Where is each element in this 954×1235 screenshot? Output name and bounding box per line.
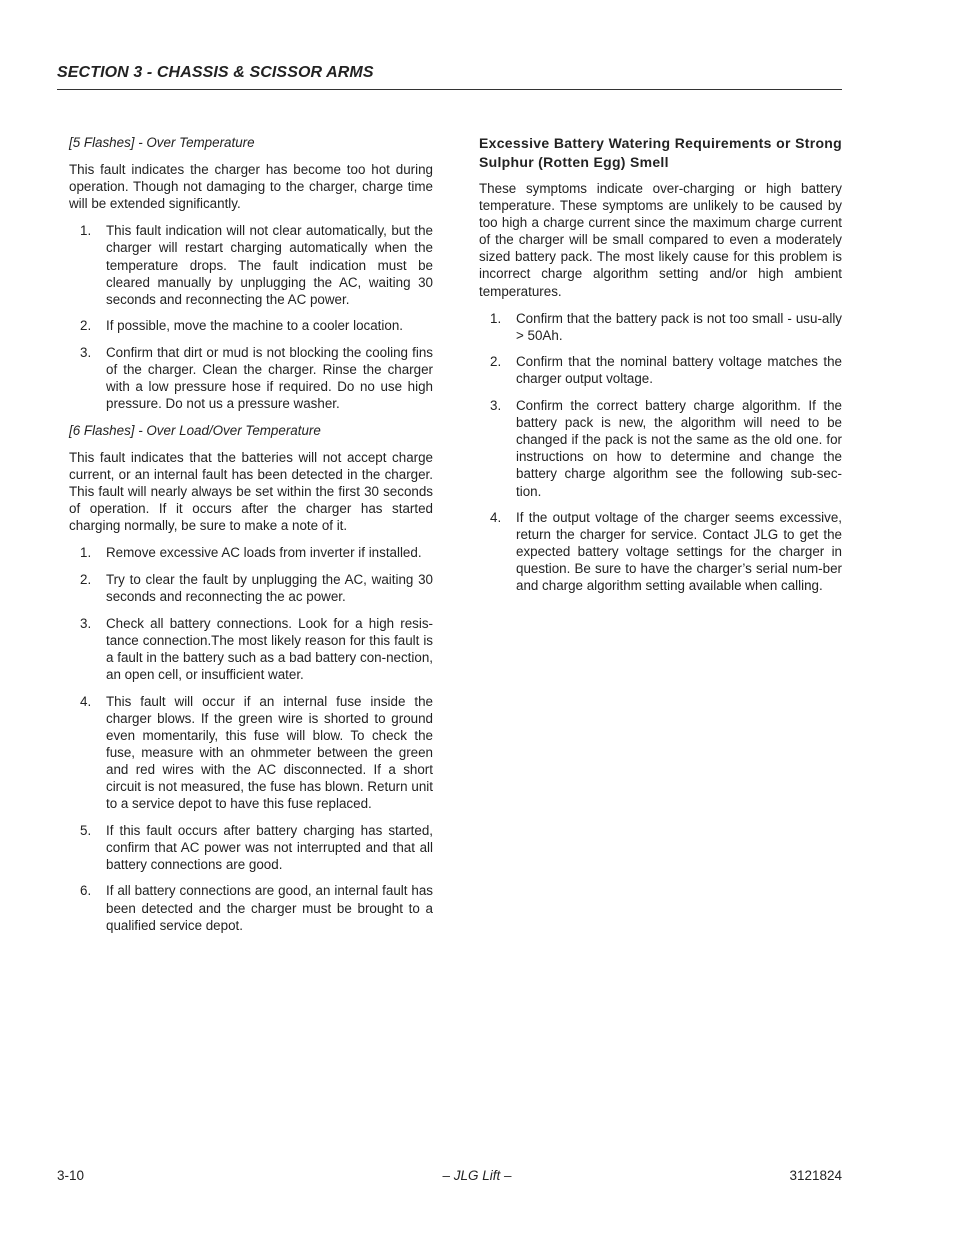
list-item [69, 822, 433, 873]
subheading-5-flashes: [5 Flashes] - Over Temperature [69, 135, 255, 150]
list-number: 5. [80, 822, 92, 838]
list-item [479, 353, 842, 387]
list-item [69, 571, 433, 605]
list-over-load [69, 544, 433, 933]
list-text: Remove excessive AC loads from inverter if installed. [106, 545, 422, 561]
list-text: Check all battery connections. Look for a high resis-tance connection.The most likely reason for this fault is a fault in the battery such as a bad battery con-nection, an open cell, or insufficient water. [106, 615, 433, 682]
list-text: Confirm that the nominal battery voltage matches the charger output voltage. [516, 354, 842, 387]
footer-brand: – JLG Lift – [442, 1168, 512, 1183]
list-item [69, 615, 433, 683]
list-item [69, 693, 433, 813]
paragraph-symptoms: These symptoms indicate over-charging or high battery temperature. These symptoms are unlikely to be caused by too high a charge current since the maximum charge current of the charger will be small compared to even a moderately sized battery pack. The most likely cause for this problem is incorrect charge algorithm setting and/or high ambient temperatures. [479, 181, 842, 299]
paragraph-over-temperature: This fault indicates the charger has become too hot during operation. Though not damaging to the charger, charge time will be extended significantly. [69, 162, 433, 212]
page-number: 3-10 [57, 1168, 85, 1183]
heading-battery-watering: Excessive Battery Watering Requirements or Strong Sulphur (Rotten Egg) Smell [479, 135, 842, 170]
list-text: This fault indication will not clear automatically, but the charger will restart charging automatically when the temperature drops. The fault indication must be cleared manually by unplugging the AC, waiting 30 seconds and reconnecting the AC power. [106, 223, 433, 307]
left-column [69, 134, 433, 943]
list-text: If this fault occurs after battery charging has started, confirm that AC power was not interrupted and that all battery connections are good. [106, 822, 433, 872]
list-over-temperature [69, 222, 433, 412]
list-number: 2. [80, 318, 92, 334]
list-text: Confirm that dirt or mud is not blocking the cooling fins of the charger. Clean the charger. Rinse the charger with a low pressure hose if required. Do no use high pressure. Do not us a pressure washer. [106, 344, 433, 412]
list-item [69, 544, 433, 561]
list-number: 3. [80, 615, 92, 631]
section-title: SECTION 3 - CHASSIS & SCISSOR ARMS [57, 64, 374, 81]
right-column [479, 134, 842, 604]
list-number: 1. [80, 545, 92, 561]
list-number: 6. [80, 883, 92, 899]
document-number: 3121824 [789, 1168, 842, 1183]
list-item [69, 344, 433, 412]
list-item [69, 882, 433, 933]
list-number: 3. [490, 398, 502, 414]
list-number: 1. [490, 310, 502, 326]
list-text: If the output voltage of the charger seems excessive, return the charger for service. Contact JLG to get the expected battery voltage settings for the charger in question. Be sure to have the charger’s serial num-ber and charge algorithm setting available when calling. [516, 510, 842, 594]
list-number: 2. [490, 354, 502, 370]
list-text: Confirm that the battery pack is not too small - usu-ally > 50Ah. [516, 310, 842, 343]
list-text: Confirm the correct battery charge algorithm. If the battery pack is new, the algorithm will need to be changed if the pack is not the same as the old one. for instructions on how to determine and change the battery charge algorithm see the following sub-sec-tion. [516, 398, 842, 499]
page-header [57, 64, 842, 82]
list-number: 2. [80, 571, 92, 587]
list-item [69, 222, 433, 307]
list-text: This fault will occur if an internal fuse inside the charger blows. If the green wire is shorted to ground even momentarily, this fuse will blow. To check the fuse, measure with an ohmmeter between the green and red wires with the AC disconnected. If a short circuit is not measured, the fuse has blown. Return unit to a service depot to have this fuse replaced. [106, 693, 433, 812]
paragraph-over-load: This fault indicates that the batteries will not accept charge current, or an internal fault has been detected in the charger. This fault will nearly always be set within the first 30 seconds of operation. If it occurs after the charger has started charging normally, be sure to make a note of it. [69, 449, 433, 534]
list-number: 4. [490, 510, 502, 526]
list-item [479, 310, 842, 344]
list-text: Try to clear the fault by unplugging the AC, waiting 30 seconds and reconnecting the ac power. [106, 571, 433, 605]
list-text: If possible, move the machine to a cooler location. [106, 318, 403, 334]
list-item [479, 397, 842, 500]
list-number: 1. [80, 223, 92, 239]
list-item [69, 317, 433, 334]
header-rule [57, 89, 842, 90]
list-text: If all battery connections are good, an internal fault has been detected and the charger must be brought to a qualified service depot. [106, 883, 433, 933]
list-item [479, 509, 842, 594]
list-number: 3. [80, 344, 92, 360]
list-number: 4. [80, 693, 92, 709]
subheading-6-flashes: [6 Flashes] - Over Load/Over Temperature [69, 422, 321, 438]
list-battery-watering [479, 310, 842, 595]
